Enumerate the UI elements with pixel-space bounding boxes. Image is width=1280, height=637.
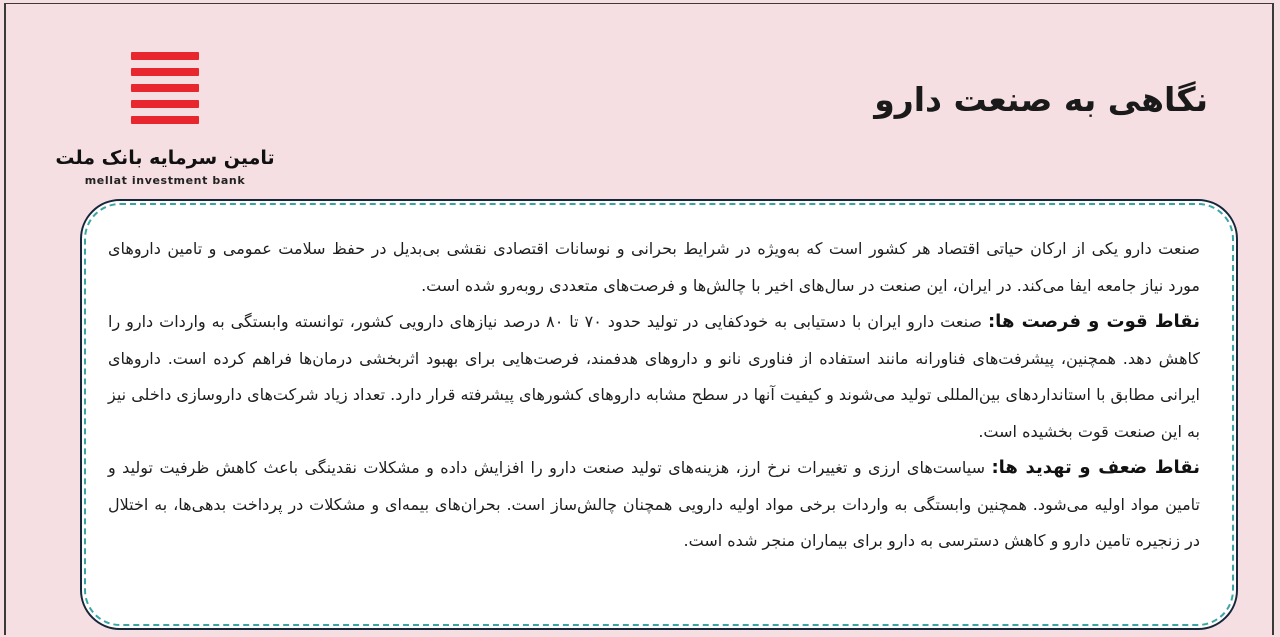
article-body bbox=[108, 231, 1200, 560]
logo-name-en: mellat investment bank bbox=[84, 174, 246, 187]
content-card bbox=[80, 199, 1238, 630]
company-logo bbox=[55, 52, 280, 192]
weaknesses-paragraph bbox=[108, 450, 1200, 560]
strengths-heading: نقاط قوت و فرصت ها: bbox=[987, 311, 1200, 332]
strengths-paragraph bbox=[108, 304, 1200, 450]
strengths-text: صنعت دارو ایران با دستیابی به خودکفایی در تولید حدود ۷۰ تا ۸۰ درصد نیازهای دارویی کشور، توانسته وابستگی به واردات دارو را کاهش دهد. همچنین، پیشرفت‌های فناورانه مانند استفاده از فناوری نانو و داروهای هدفمند، فرصت‌هایی برای بهبود اثربخشی درمان‌ها فراهم کرده است. داروهای ایرانی مطابق با استانداردهای بین‌المللی تولید می‌شوند و کیفیت آنها در سطح مشابه داروهای کشورهای پیشرفته قرار دارد. تعداد زیاد شرکت‌های داروسازی داخلی نیز به این صنعت قوت بخشیده است. bbox=[108, 312, 1200, 441]
red-stripes-logo-icon bbox=[131, 52, 199, 132]
logo-name-fa: تامین سرمایه بانک ملت bbox=[55, 147, 275, 169]
intro-paragraph: صنعت دارو یکی از ارکان حیاتی اقتصاد هر کشور است که به‌ویژه در شرایط بحرانی و نوسانات اقتصادی نقشی بی‌بدیل در حفظ سلامت عمومی و تامین داروهای مورد نیاز جامعه ایفا می‌کند. در ایران، این صنعت در سال‌های اخیر با چالش‌ها و فرصت‌های متعددی روبه‌رو شده است. bbox=[108, 239, 1200, 295]
weaknesses-heading: نقاط ضعف و تهدید ها: bbox=[991, 457, 1201, 478]
page-title: نگاهی به صنعت دارو bbox=[874, 80, 1208, 119]
weaknesses-text: سیاست‌های ارزی و تغییرات نرخ ارز، هزینه‌های تولید صنعت دارو را افزایش داده و مشکلات نقدینگی باعث کاهش ظرفیت تولید و تامین مواد اولیه می‌شود. همچنین وابستگی به واردات برخی مواد اولیه دارویی همچنان چالش‌ساز است. بحران‌های بیمه‌ای و مشکلات در پرداخت بدهی‌ها، به اختلال در زنجیره تامین دارو و کاهش دسترسی به دارو برای بیماران منجر شده است. bbox=[108, 458, 1200, 550]
